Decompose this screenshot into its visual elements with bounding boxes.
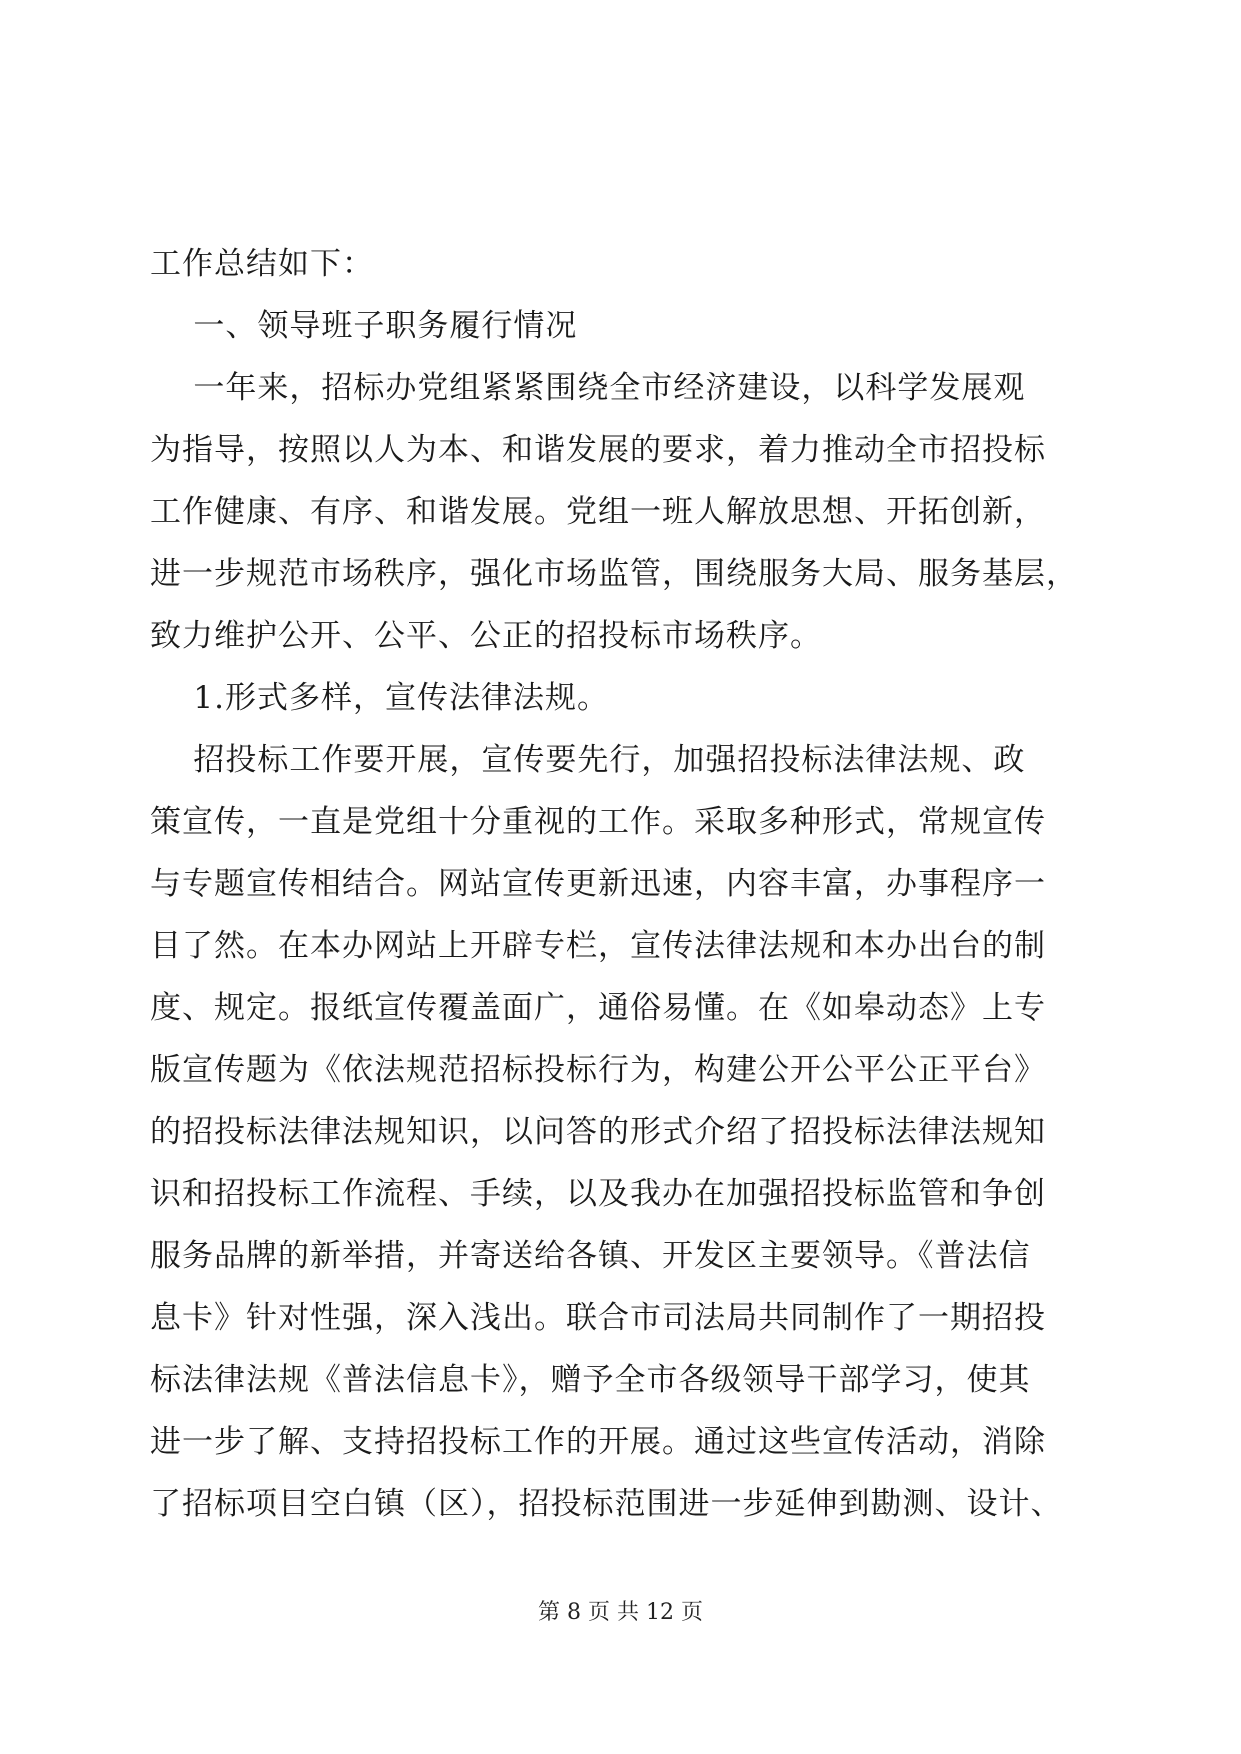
text-line: 识和招投标工作流程、手续，以及我办在加强招投标监管和争创: [150, 1176, 1046, 1212]
text-line: 致力维护公开、公平、公正的招投标市场秩序。: [150, 618, 822, 654]
text-line: 了招标项目空白镇（区），招投标范围进一步延伸到勘测、设计、: [150, 1486, 1063, 1522]
text-line: 标法律法规《普法信息卡》，赠予全市各级领导干部学习，使其: [150, 1362, 1031, 1398]
section-heading: 一、领导班子职务履行情况: [150, 308, 578, 344]
text-line: 招投标工作要开展，宣传要先行，加强招投标法律法规、政: [150, 742, 1026, 778]
subsection-heading: 1.形式多样，宣传法律法规。: [150, 680, 609, 716]
text-line: 的招投标法律法规知识，以问答的形式介绍了招投标法律法规知: [150, 1114, 1046, 1150]
text-line: 息卡》针对性强，深入浅出。联合市司法局共同制作了一期招投: [150, 1300, 1046, 1336]
text-line: 为指导，按照以人为本、和谐发展的要求，着力推动全市招投标: [150, 432, 1046, 468]
text-line: 进一步了解、支持招投标工作的开展。通过这些宣传活动，消除: [150, 1424, 1046, 1460]
text-line: 工作健康、有序、和谐发展。党组一班人解放思想、开拓创新，: [150, 494, 1046, 530]
page-footer: 第 8 页 共 12 页: [538, 1600, 703, 1625]
body-text: [150, 233, 1085, 1535]
text-line: 策宣传，一直是党组十分重视的工作。采取多种形式，常规宣传: [150, 804, 1046, 840]
text-line: 服务品牌的新举措，并寄送给各镇、开发区主要领导。《普法信: [150, 1238, 1031, 1274]
text-line: 一年来，招标办党组紧紧围绕全市经济建设，以科学发展观: [150, 370, 1026, 406]
text-line: 度、规定。报纸宣传覆盖面广，通俗易懂。在《如皋动态》上专: [150, 990, 1046, 1026]
text-line: 版宣传题为《依法规范招标投标行为，构建公开公平公正平台》: [150, 1052, 1046, 1088]
text-line: 目了然。在本办网站上开辟专栏，宣传法律法规和本办出台的制: [150, 928, 1046, 964]
text-line: 进一步规范市场秩序，强化市场监管，围绕服务大局、服务基层，: [150, 556, 1078, 592]
text-line: 与专题宣传相结合。网站宣传更新迅速，内容丰富，办事程序一: [150, 866, 1046, 902]
text-line: 工作总结如下：: [150, 246, 374, 282]
